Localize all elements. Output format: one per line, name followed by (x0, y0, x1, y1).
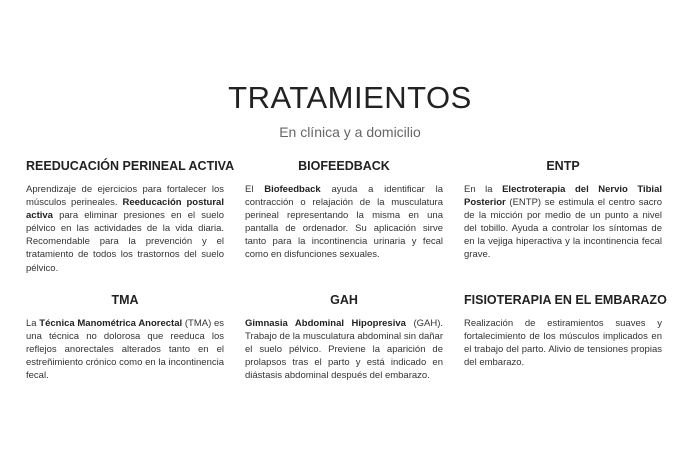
treatment-description (26, 317, 224, 382)
description-text: para eliminar presiones en el suelo pélvico en las actividades de la vida diaria. Recomendable para la prevención y el tratamiento de todos los trastornos del suelo pélvico. (26, 210, 224, 274)
treatment-tma (26, 292, 224, 382)
treatment-biofeedback (245, 158, 443, 262)
treatment-description (464, 183, 662, 262)
description-highlight: Electroterapia del Nervio Tibial Posterior (464, 184, 662, 209)
description-text: El (245, 184, 265, 195)
treatment-description (245, 317, 443, 382)
treatment-gah (245, 292, 443, 382)
description-text: En la (464, 184, 503, 195)
treatment-description (245, 183, 443, 262)
treatment-title: TMA (111, 293, 139, 307)
treatment-title: BIOFEEDBACK (298, 159, 390, 173)
description-text: (TMA) es una técnica no dolorosa que reeduca los reflejos anorectales alterados tanto en el estreñimiento crónico como en la incontinencia fecal. (26, 318, 224, 382)
treatment-title: REEDUCACIÓN PERINEAL ACTIVA (26, 159, 235, 173)
description-text: Realización de estiramientos suaves y fortalecimiento de los músculos implicados en el trabajo del parto. Alivio de tensiones propias del embarazo. (464, 318, 662, 369)
treatment-title: GAH (330, 293, 358, 307)
description-text: Aprendizaje de ejercicios para fortalecer los músculos perineales. (26, 184, 224, 209)
treatment-fisioterapia-embarazo (464, 292, 667, 369)
description-text: (GAH). Trabajo de la musculatura abdominal sin dañar el suelo pélvico. Previene la aparición de prolapsos tras el parto y está indicado en diástasis abdominal después del embarazo. (245, 318, 443, 382)
description-highlight: Técnica Manométrica Anorectal (39, 318, 183, 329)
page-subtitle: En clínica y a domicilio (279, 124, 421, 140)
description-text: ayuda a identificar la contracción o relajación de la musculatura perineal representando la misma en una pantalla de ordenador. Su aplicación sirve tanto para la incontinencia urinaria y fecal como en disfunciones sexuales. (245, 184, 443, 261)
treatment-title: FISIOTERAPIA EN EL EMBARAZO (464, 293, 667, 307)
description-text: La (26, 318, 40, 329)
description-text: (ENTP) se estimula el centro sacro de la micción por medio de un punto a nivel del tobillo. Ayuda a controlar los síntomas de en la vejiga hiperactiva y la incontinencia fecal grave. (464, 197, 662, 261)
treatment-description (26, 183, 224, 275)
treatment-description (464, 317, 662, 369)
description-highlight: Gimnasia Abdominal Hipopresiva (245, 318, 406, 329)
page-title: TRATAMIENTOS (228, 80, 472, 115)
treatment-reeducacion-perineal (26, 158, 235, 275)
treatment-title: ENTP (546, 159, 580, 173)
description-highlight: Biofeedback (264, 184, 321, 195)
treatment-entp (464, 158, 662, 262)
description-highlight: Reeducación postural activa (26, 197, 224, 222)
